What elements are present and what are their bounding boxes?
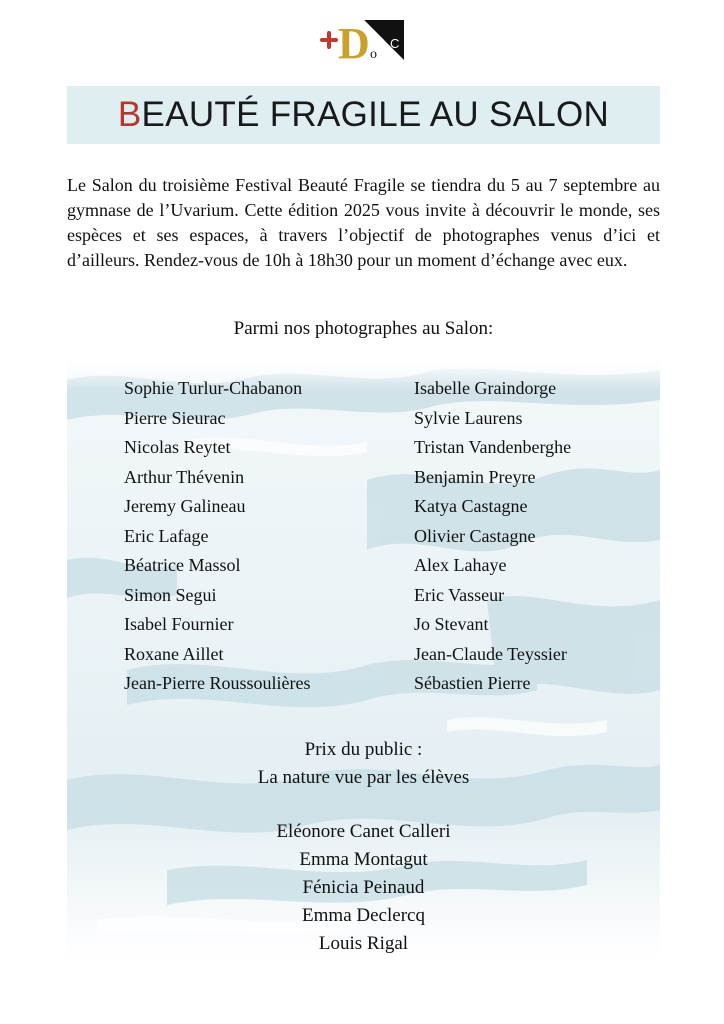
title-first-letter: B — [117, 95, 142, 134]
prix-subtitle: La nature vue par les élèves — [257, 767, 470, 788]
page-title — [118, 95, 609, 135]
student-name: Louis Rigal — [318, 933, 409, 954]
photographer-name: Jeremy Galineau — [124, 496, 246, 516]
prix-du-public — [67, 736, 660, 792]
photographer-name: Alex Lahaye — [414, 555, 507, 575]
photographer-name: Sylvie Laurens — [414, 407, 523, 428]
photographer-name: Tristan Vandenberghe — [414, 437, 572, 457]
photographers-heading: Parmi nos photographes au Salon: — [233, 318, 494, 339]
student-name: Emma Declercq — [302, 905, 425, 926]
photographer-name: Katya Castagne — [414, 496, 528, 516]
photographer-name: Jo Stevant — [414, 614, 489, 634]
intro-paragraph: Le Salon du troisième Festival Beauté Fragile se tiendra du 5 au 7 septembre au gymnase de l’Uvarium. Cette édition 2025 vous invite à découvrir le monde, ses espèces et ses espaces, à travers l’objectif de photographes venus d’ici et d’ailleurs. Rendez-vous de 10h à 18h30 pour un moment d’échange avec eux. — [67, 175, 660, 270]
student-name: Fénicia Peinaud — [302, 877, 425, 898]
photographer-name: Simon Segui — [124, 584, 217, 605]
photographer-name: Benjamin Preyre — [414, 466, 536, 487]
photographers-left-column — [124, 374, 310, 699]
photographer-name: Eric Vasseur — [414, 584, 505, 605]
photographer-name: Isabelle Graindorge — [414, 378, 557, 398]
logo-letter-d: D — [338, 19, 370, 68]
photographer-name: Roxane Aillet — [124, 643, 224, 664]
photographer-name: Béatrice Massol — [124, 555, 241, 575]
photographer-name: Jean-Pierre Roussoulières — [124, 673, 311, 693]
title-rest: EAUTÉ FRAGILE AU SALON — [141, 95, 610, 134]
student-name: Emma Montagut — [299, 849, 428, 870]
photographer-name: Sophie Turlur-Chabanon — [124, 378, 303, 398]
cross-icon — [320, 31, 338, 49]
photographer-name: Isabel Fournier — [124, 614, 234, 634]
title-band — [67, 86, 660, 144]
festival-logo — [318, 14, 410, 68]
logo-letter-c: C — [390, 36, 400, 51]
photographer-name: Arthur Thévenin — [124, 466, 245, 487]
photographer-name: Nicolas Reytet — [124, 437, 231, 457]
photographer-name: Eric Lafage — [124, 525, 209, 546]
student-name: Eléonore Canet Calleri — [276, 821, 451, 842]
photographers-right-column — [414, 374, 571, 699]
prix-title: Prix du public : — [304, 739, 423, 760]
students-list — [67, 818, 660, 958]
logo-letter-o: o — [370, 47, 377, 62]
photographer-name: Pierre Sieurac — [124, 407, 226, 428]
photographer-name: Sébastien Pierre — [414, 673, 531, 693]
photographer-name: Jean-Claude Teyssier — [414, 643, 567, 664]
photographer-name: Olivier Castagne — [414, 525, 536, 546]
